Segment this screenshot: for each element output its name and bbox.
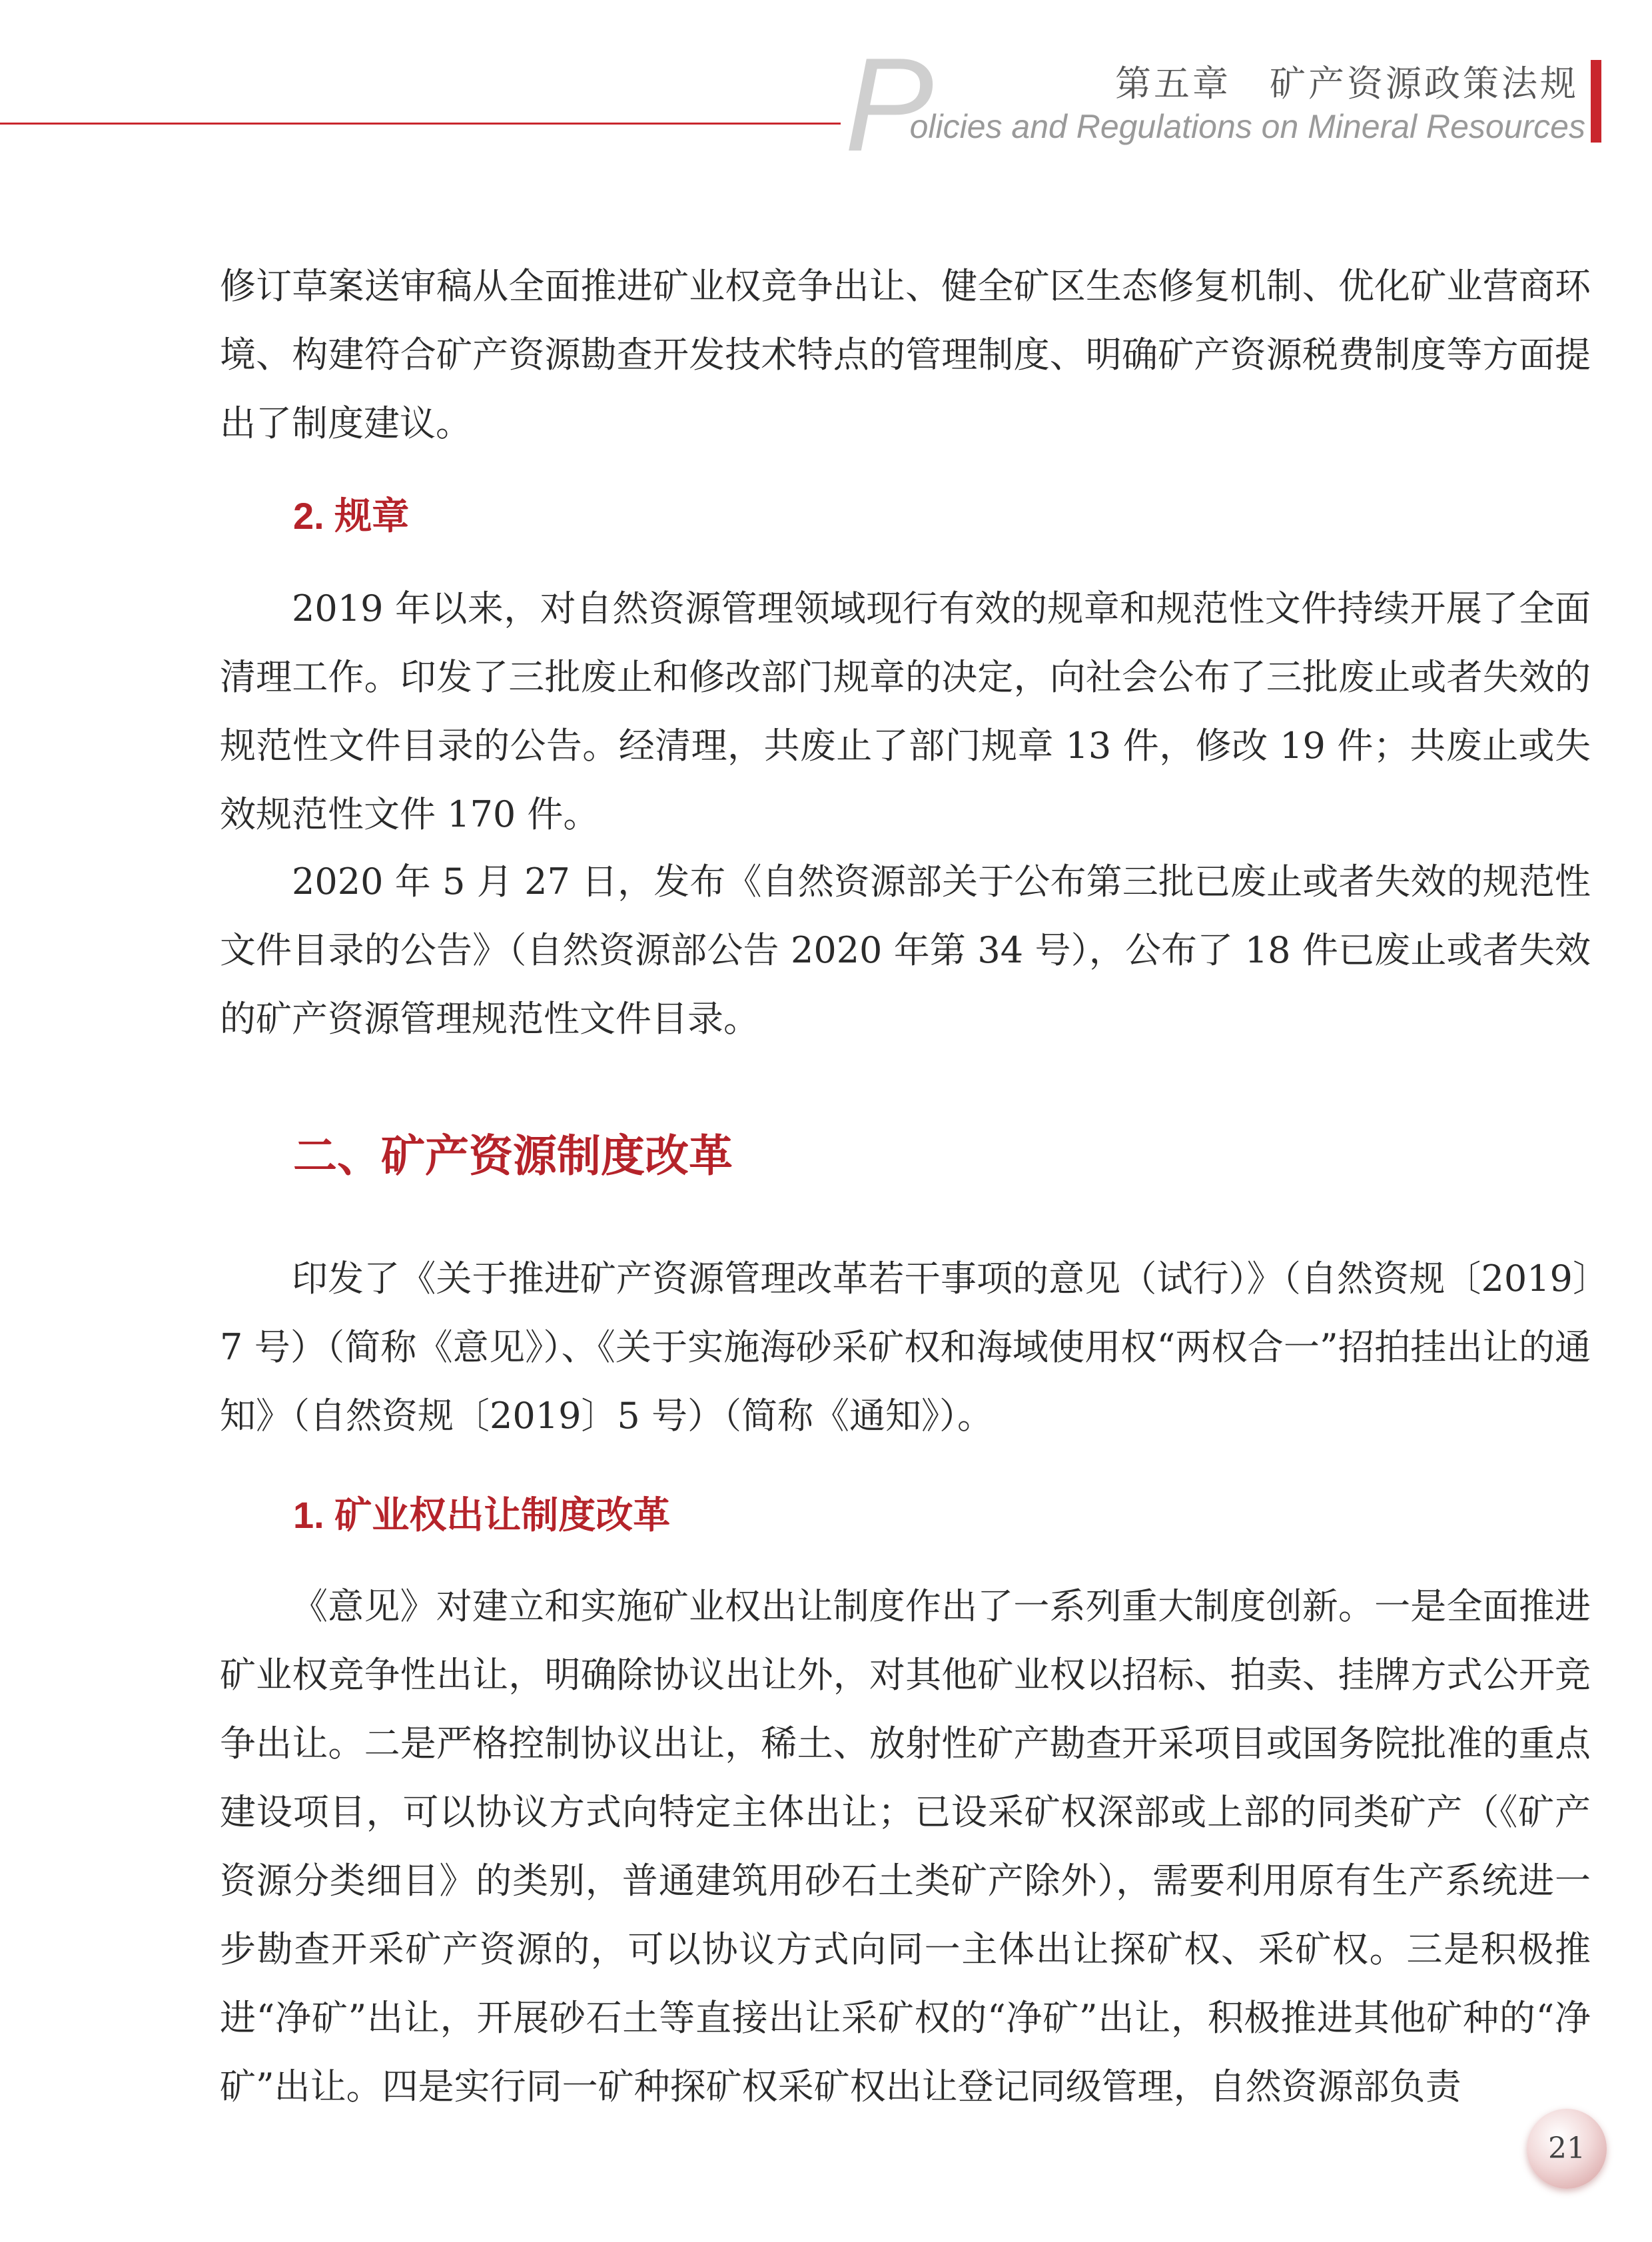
paragraph-announcement: 2020 年 5 月 27 日，发布《自然资源部关于公布第三批已废止或者失效的规范性文件目录的公告》（自然资源部公告 2020 年第 34 号），公布了 18 件已废止或者失效的矿产资源管理规范性文件目录。 (220, 861, 1591, 1040)
chapter-subtitle: olicies and Regulations on Mineral Resources (909, 108, 1585, 145)
paragraph-continued: 修订草案送审稿从全面推进矿业权竞争出让、健全矿区生态修复机制、优化矿业营商环境、构建符合矿产资源勘查开发技术特点的管理制度、明确矿产资源税费制度等方面提出了制度建议。 (220, 265, 1591, 444)
paragraph-rules-cleanup: 2019 年以来，对自然资源管理领域现行有效的规章和规范性文件持续开展了全面清理工作。印发了三批废止和修改部门规章的决定，向社会公布了三批废止或者失效的规范性文件目录的公告。经清理，共废止了部门规章 13 件，修改 19 件；共废止或失效规范性文件 170 件。 (220, 587, 1591, 835)
page-number: 21 (1548, 2131, 1585, 2165)
heading-reform: 二、矿产资源制度改革 (293, 1131, 733, 1180)
header-accent-bar (1591, 60, 1601, 143)
header-rule (0, 123, 841, 125)
chapter-title: 第五章 矿产资源政策法规 (1115, 64, 1579, 104)
paragraph-transfer-reform: 《意见》对建立和实施矿业权出让制度作出了一系列重大制度创新。一是全面推进矿业权竞争性出让，明确除协议出让外，对其他矿业权以招标、拍卖、挂牌方式公开竞争出让。二是严格控制协议出让，稀土、放射性矿产勘查开采项目或国务院批准的重点建设项目，可以协议方式向特定主体出让；已设采矿权深部或上部的同类矿产（《矿产资源分类细目》的类别，普通建筑用砂石土类矿产除外），需要利用原有生产系统进一步勘查开采矿产资源的，可以协议方式向同一主体出让探矿权、采矿权。三是积极推进“净矿”出让，开展砂石土等直接出让采矿权的“净矿”出让，积极推进其他矿种的“净矿”出让。四是实行同一矿种探矿权采矿权出让登记同级管理，自然资源部负责 (220, 1585, 1591, 2107)
paragraph-reform-docs: 印发了《关于推进矿产资源管理改革若干事项的意见（试行）》（自然资规〔2019〕7 号）（简称《意见》）、《关于实施海砂采矿权和海域使用权“两权合一”招拍挂出让的通知》（自然资规〔2019〕5 号）（简称《通知》）。 (220, 1258, 1591, 1437)
heading-rules: 2. 规章 (293, 495, 410, 537)
header-big-letter: P (845, 31, 934, 179)
heading-transfer-reform: 1. 矿业权出让制度改革 (293, 1494, 671, 1536)
page-number-badge (1527, 2109, 1607, 2189)
